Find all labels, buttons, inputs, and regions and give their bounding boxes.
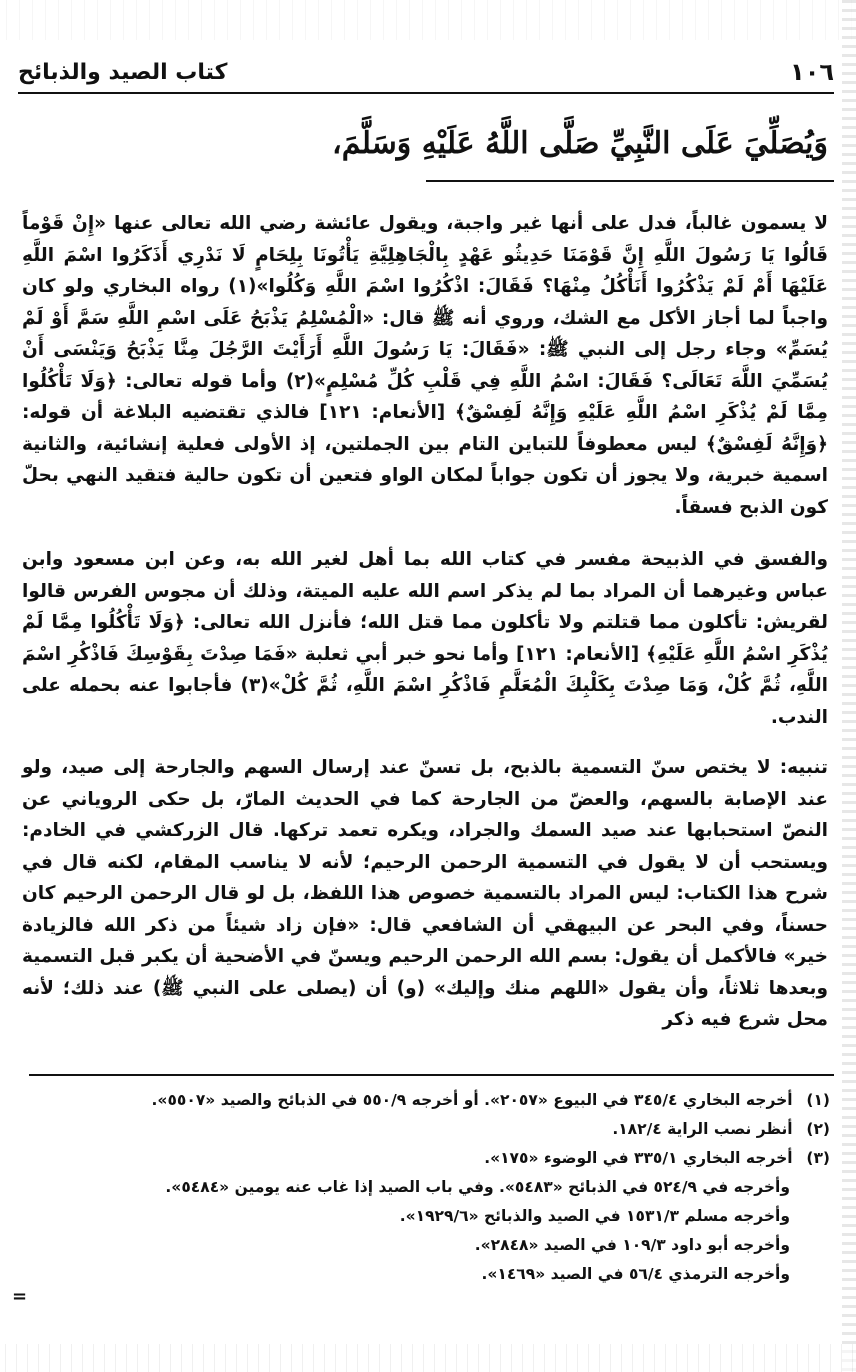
body-paragraph-3: تنبيه: لا يختص سنّ التسمية بالذبح، بل تسنّ عند إرسال السهم والجارحة إلى صيد، ولو عند الإصابة بالسهم، والعضّ من الجارحة كما في الحديث المارّ، بل حكى الروياني عن النصّ استحبابها عند صيد السمك والجراد، ويكره تعمد تركها. قال الزركشي في الخادم: ويستحب أن لا يقول في التسمية الرحمن الرحيم؛ لأنه لا يناسب المقام، لكنه قال في شرح هذا الكتاب: ليس المراد بالتسمية خصوص هذا اللفظ، بل لو قال الرحمن الرحيم كان حسناً، وفي البحر عن البيهقي أن الشافعي قال: «فإن زاد شيئاً من ذكر الله فالزيادة خير» فالأكمل أن يقول: بسم الله الرحمن الرحيم ويسنّ في الأضحية أن يكبر قبل التسمية وبعدها ثلاثاً، وأن يقول «اللهم منك وإليك» (و) أن (يصلى على النبي ﷺ) عند ذلك؛ لأنه محل شرع فيه ذكر <box>22 757 828 1030</box>
scan-noise-right <box>842 0 856 1372</box>
page-header <box>18 52 834 94</box>
footnote-1 <box>22 1086 830 1115</box>
footnote-number: (٣) <box>806 1149 830 1167</box>
scan-noise-top <box>0 0 856 40</box>
scan-noise-bottom <box>0 1344 856 1372</box>
matn-continuation: وَيُصَلِّيَ عَلَى النَّبِيِّ صَلَّى اللَّهُ عَلَيْهِ وَسَلَّمَ، <box>332 126 828 161</box>
page-number: ١٠٦ <box>790 58 834 86</box>
footnote-3-subitem: وأخرجه مسلم ١٥٣١/٣ في الصيد والذبائح «١٩٢٩/٦». <box>399 1207 790 1225</box>
body-paragraph-2: والفسق في الذبيحة مفسر في كتاب الله بما أهل لغير الله به، وعن ابن مسعود وابن عباس وغيرهما أن المراد بما لم يذكر اسم الله عليه الميتة، وذلك أن مجوس الفرس قالوا لقريش: تأكلون مما قتلتم ولا تأكلون مما قتل الله؛ فأنزل الله تعالى: ﴿وَلَا تَأْكُلُوا مِمَّا لَمْ يُذْكَرِ اسْمُ اللَّهِ عَلَيْهِ﴾ [الأنعام: ١٢١] وأما نحو خبر أبي ثعلبة «فَمَا صِدْتَ بِقَوْسِكَ فَاذْكُرِ اسْمَ اللَّهِ، ثُمَّ كُلْ، وَمَا صِدْتَ بِكَلْبِكَ الْمُعَلَّمِ فَاذْكُرِ اسْمَ اللَّهِ، ثُمَّ كُلْ»(٣) فأجابوا عنه بحمله على الندب. <box>22 549 828 728</box>
footnote-text: أخرجه البخاري ٣٤٥/٤ في البيوع «٢٠٥٧». أو أخرجه ٥٥٠/٩ في الذبائح والصيد «٥٥٠٧». <box>151 1091 793 1109</box>
footnotes <box>22 1086 830 1289</box>
footnote-3-subitem: وأخرجه في ٥٢٤/٩ في الذبائح «٥٤٨٣». وفي باب الصيد إذا غاب عنه يومين «٥٤٨٤». <box>165 1178 790 1196</box>
book-title: كتاب الصيد والذبائح <box>18 59 228 85</box>
footnote-separator <box>29 1074 834 1076</box>
footnote-text: أخرجه البخاري ٣٣٥/١ في الوضوء «١٧٥». <box>484 1149 793 1167</box>
footnote-2 <box>22 1115 830 1144</box>
continuation-mark: = <box>12 1286 28 1307</box>
footnote-3 <box>22 1144 830 1173</box>
footnote-number: (١) <box>806 1091 830 1109</box>
body-paragraph-1: لا يسمون غالباً، فدل على أنها غير واجبة، ويقول عائشة رضي الله تعالى عنها «إِنْ قَوْماً قَالُوا يَا رَسُولَ اللَّهِ إِنَّ قَوْمَنَا حَدِيثُو عَهْدٍ بِالْجَاهِلِيَّةِ يَأْتُونَا بِلِحَامٍ لَا نَدْرِي أَذَكَرُوا اسْمَ اللَّهِ عَلَيْهَا أَمْ لَمْ يَذْكُرُوا أَنَأْكُلُ مِنْهَا؟ فَقَالَ: اذْكُرُوا اسْمَ اللَّهِ وَكُلُوا»(١) رواه البخاري ولو كان واجباً لما أجاز الأكل مع الشك، وروي أنه ﷺ قال: «الْمُسْلِمُ يَذْبَحُ عَلَى اسْمِ اللَّهِ سَمَّ أَوْ لَمْ يُسَمِّ» وجاء رجل إلى النبي ﷺ: «فَقَالَ: يَا رَسُولَ اللَّهِ أَرَأَيْتَ الرَّجُلَ مِنَّا يَذْبَحُ وَيَنْسَى أَنْ يُسَمِّيَ اللَّهَ تَعَالَى؟ فَقَالَ: اسْمُ اللَّهِ فِي قَلْبِ كُلِّ مُسْلِمٍ»(٢) وأما قوله تعالى: ﴿وَلَا تَأْكُلُوا مِمَّا لَمْ يُذْكَرِ اسْمُ اللَّهِ عَلَيْهِ وَإِنَّهُ لَفِسْقٌ﴾ [الأنعام: ١٢١] فالذي تقتضيه البلاغة أن قوله: ﴿وَإِنَّهُ لَفِسْقٌ﴾ ليس معطوفاً للتباين التام بين الجملتين، إذ الأولى فعلية إنشائية، والثانية اسمية خبرية، ولا يجوز أن تكون جواباً لمكان الواو فتعين أن تكون حالية فتقيد النهي بحلّ كون الذبح فسقاً. <box>22 213 829 518</box>
footnote-3-subitem: وأخرجه الترمذي ٥٦/٤ في الصيد «١٤٦٩». <box>481 1265 790 1283</box>
footnote-number: (٢) <box>806 1120 830 1138</box>
footnote-text: أنظر نصب الراية ١٨٢/٤. <box>612 1120 793 1138</box>
matn-separator <box>426 180 834 182</box>
footnote-3-subitem: وأخرجه أبو داود ١٠٩/٣ في الصيد «٢٨٤٨». <box>474 1236 790 1254</box>
